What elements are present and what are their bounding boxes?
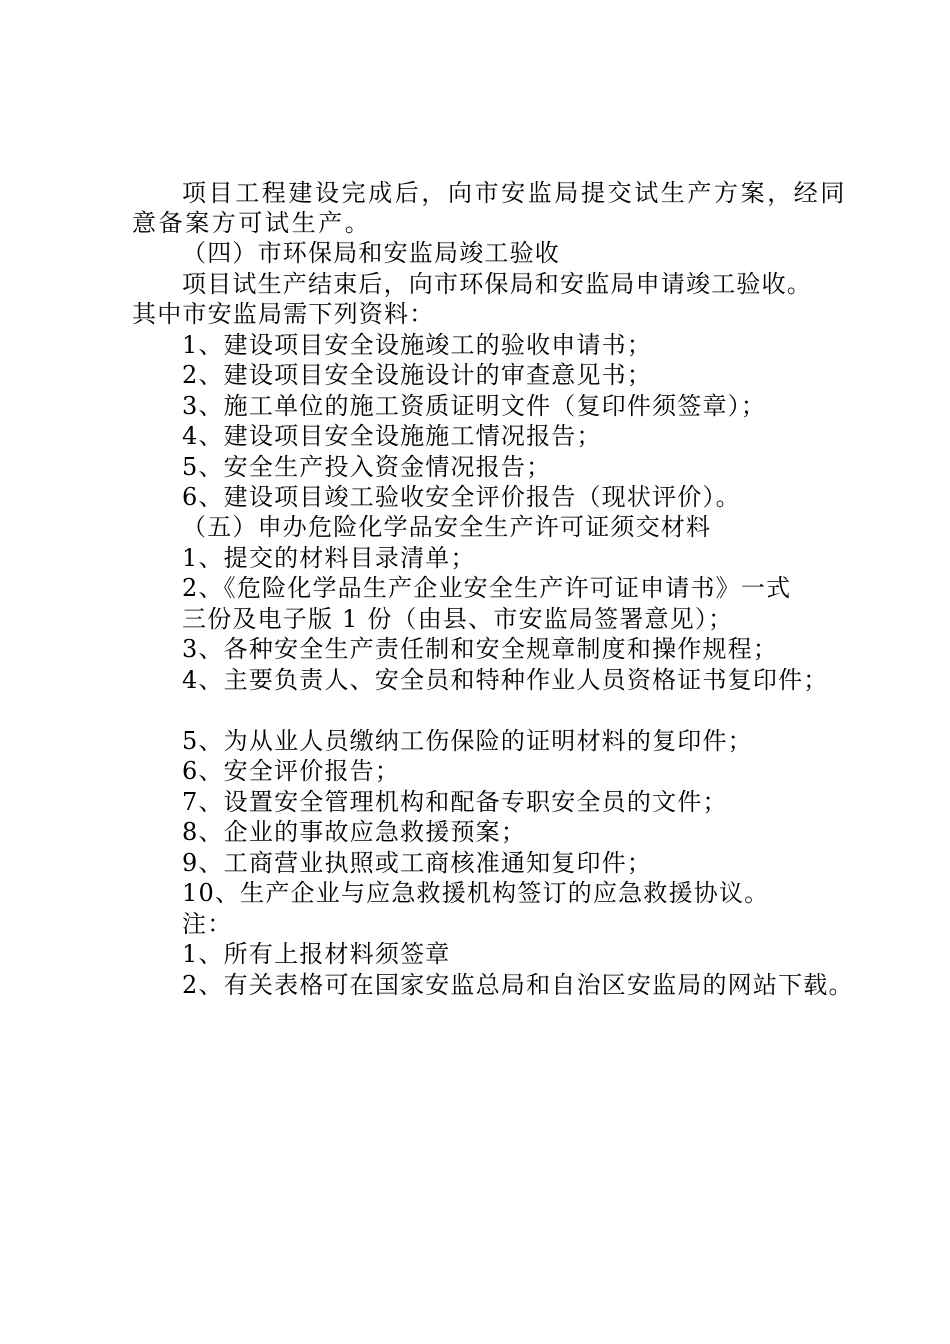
- section-5-item: 8、企业的事故应急救援预案；: [182, 818, 527, 846]
- section-5-item: 2、《危险化学品生产企业安全生产许可证申请书》一式: [182, 574, 792, 602]
- section-4-para-line-1: 项目试生产结束后，向市环保局和安监局申请竣工验收。: [182, 270, 812, 298]
- section-4-item: 3、施工单位的施工资质证明文件（复印件须签章）；: [182, 392, 767, 420]
- section-4-item: 6、建设项目竣工验收安全评价报告（现状评价）。: [182, 483, 741, 511]
- section-4-title: （四）市环保局和安监局竣工验收: [182, 239, 560, 267]
- intro-line-2: 意备案方可试生产。: [132, 209, 372, 237]
- section-4-item: 5、安全生产投入资金情况报告；: [182, 453, 552, 481]
- section-5-item: 4、主要负责人、安全员和特种作业人员资格证书复印件；: [182, 666, 829, 694]
- section-5-item: 三份及电子版 1 份（由县、市安监局签署意见）；: [182, 605, 734, 633]
- section-5-item: 10、生产企业与应急救援机构签订的应急救援协议。: [182, 879, 770, 907]
- note-item: 2、有关表格可在国家安监总局和自治区安监局的网站下载。: [182, 971, 854, 999]
- section-5-item: 6、安全评价报告；: [182, 757, 401, 785]
- section-5-item: 3、各种安全生产责任制和安全规章制度和操作规程；: [182, 635, 779, 663]
- intro-line-1: 项目工程建设完成后，向市安监局提交试生产方案，经同: [182, 179, 847, 207]
- section-4-item: 2、建设项目安全设施设计的审查意见书；: [182, 361, 653, 389]
- note-label: 注：: [182, 910, 233, 938]
- section-4-item: 1、建设项目安全设施竣工的验收申请书；: [182, 331, 653, 359]
- section-5-item: 9、工商营业执照或工商核准通知复印件；: [182, 849, 653, 877]
- section-5-item: 5、为从业人员缴纳工伤保险的证明材料的复印件；: [182, 727, 753, 755]
- section-5-item: 1、提交的材料目录清单；: [182, 544, 476, 572]
- section-5-title: （五）申办危险化学品安全生产许可证须交材料: [182, 513, 712, 541]
- note-item: 1、所有上报材料须签章: [182, 940, 451, 968]
- section-4-item: 4、建设项目安全设施施工情况报告；: [182, 422, 602, 450]
- section-5-item: 7、设置安全管理机构和配备专职安全员的文件；: [182, 788, 728, 816]
- section-4-para-line-2: 其中市安监局需下列资料：: [132, 300, 435, 328]
